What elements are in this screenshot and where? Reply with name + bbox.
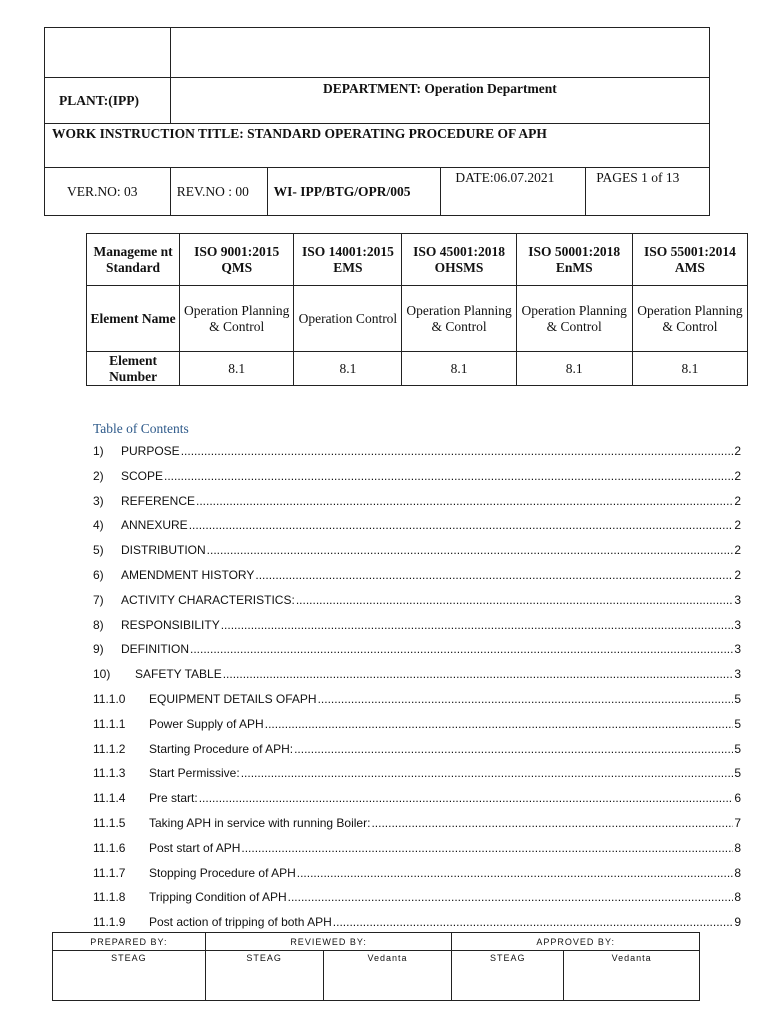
toc-entry-label: Tripping Condition of APH — [149, 890, 287, 904]
toc-entry[interactable] — [93, 465, 741, 483]
toc-dot-leader — [296, 593, 734, 607]
element-name-qms: Operation Planning & Control — [180, 286, 294, 352]
toc-dot-leader — [241, 841, 733, 855]
toc-entry[interactable] — [93, 539, 741, 557]
toc-entry-page: 5 — [734, 692, 741, 706]
revision-number: REV.NO : 00 — [176, 183, 249, 199]
toc-entry[interactable] — [93, 862, 741, 880]
toc-entry-number: 10) — [93, 667, 111, 681]
reviewed-by-org-vedanta: Vedanta — [323, 951, 452, 1001]
element-number-qms: 8.1 — [180, 352, 294, 386]
toc-entry-label: DISTRIBUTION — [121, 543, 206, 557]
element-name-ems: Operation Control — [294, 286, 402, 352]
version-cell — [45, 168, 171, 216]
toc-entry-number: 11.1.9 — [93, 915, 126, 929]
toc-dot-leader — [189, 518, 734, 532]
plant-cell — [45, 78, 171, 124]
toc-entry[interactable] — [93, 812, 741, 830]
standard-qms: ISO 9001:2015 QMS — [180, 234, 294, 286]
revision-cell — [170, 168, 267, 216]
toc-entry-number: 11.1.4 — [93, 791, 126, 805]
standard-ohsms: ISO 45001:2018 OHSMS — [402, 234, 516, 286]
toc-entry-number: 9) — [93, 642, 104, 656]
toc-entry-page: 8 — [734, 841, 741, 855]
toc-entry[interactable] — [93, 787, 741, 805]
toc-entry-number: 11.1.5 — [93, 816, 126, 830]
toc-entry-label: ACTIVITY CHARACTERISTICS: — [121, 593, 295, 607]
toc-entry-number: 5) — [93, 543, 104, 557]
toc-entry-page: 3 — [734, 593, 741, 607]
signature-table — [52, 932, 700, 1001]
toc-entry-label: Stopping Procedure of APH — [149, 866, 296, 880]
toc-entry-number: 4) — [93, 518, 104, 532]
standards-header-row — [87, 234, 748, 286]
reviewed-by-label: REVIEWED BY: — [205, 933, 452, 951]
toc-dot-leader — [223, 667, 734, 681]
element-number-row — [87, 352, 748, 386]
toc-entry-label: DEFINITION — [121, 642, 189, 656]
pages-cell — [586, 168, 710, 216]
date-cell — [441, 168, 586, 216]
toc-entry-number: 11.1.3 — [93, 766, 126, 780]
standard-ams: ISO 55001:2014 AMS — [632, 234, 747, 286]
toc-entry-page: 2 — [734, 543, 741, 557]
toc-dot-leader — [196, 494, 733, 508]
work-instruction-title: WORK INSTRUCTION TITLE: STANDARD OPERATING PROCEDURE OF APH — [52, 126, 547, 141]
toc-entry-label: REFERENCE — [121, 494, 196, 508]
toc-entry-page: 2 — [734, 444, 741, 458]
toc-entry[interactable] — [93, 638, 741, 656]
toc-entry[interactable] — [93, 589, 741, 607]
toc-dot-leader — [207, 543, 734, 557]
reviewed-by-org-steag: STEAG — [205, 951, 323, 1001]
toc-entry-label: SCOPE — [121, 469, 164, 483]
document-number: WI- IPP/BTG/OPR/005 — [273, 183, 411, 199]
department-cell — [170, 78, 709, 124]
toc-dot-leader — [241, 766, 734, 780]
row-label-element-number: Element Number — [87, 352, 180, 386]
toc-entry-label: Power Supply of APH — [149, 717, 264, 731]
toc-dot-leader — [288, 890, 734, 904]
toc-entry-label: Post action of tripping of both APH — [149, 915, 332, 929]
toc-entry[interactable] — [93, 837, 741, 855]
toc-entry-label: SAFETY TABLE — [135, 667, 222, 681]
standards-table — [86, 233, 748, 386]
toc-entry-page: 7 — [734, 816, 741, 830]
toc-entry-number: 3) — [93, 494, 104, 508]
toc-dot-leader — [318, 692, 734, 706]
version-number: VER.NO: 03 — [67, 183, 138, 199]
toc-dot-leader — [181, 444, 734, 458]
toc-entry-page: 8 — [734, 890, 741, 904]
toc-entry-number: 8) — [93, 618, 104, 632]
toc-entry-label: Taking APH in service with running Boiler: — [149, 816, 371, 830]
toc-entry-page: 3 — [734, 618, 741, 632]
toc-dot-leader — [221, 618, 734, 632]
standard-ems: ISO 14001:2015 EMS — [294, 234, 402, 286]
toc-entry-number: 11.1.2 — [93, 742, 126, 756]
toc-entry-label: PURPOSE — [121, 444, 180, 458]
element-name-row — [87, 286, 748, 352]
element-name-enms: Operation Planning & Control — [516, 286, 632, 352]
toc-entry-label: AMENDMENT HISTORY — [121, 568, 255, 582]
toc-entry[interactable] — [93, 514, 741, 532]
toc-dot-leader — [199, 791, 734, 805]
toc-entry-label: Post start of APH — [149, 841, 241, 855]
toc-entry-number: 11.1.6 — [93, 841, 126, 855]
toc-entry-page: 8 — [734, 866, 741, 880]
toc-entry-page: 2 — [734, 494, 741, 508]
toc-entry[interactable] — [93, 490, 741, 508]
toc-dot-leader — [265, 717, 734, 731]
toc-dot-leader — [297, 866, 734, 880]
toc-entry-number: 6) — [93, 568, 104, 582]
element-number-ohsms: 8.1 — [402, 352, 516, 386]
document-number-cell — [267, 168, 441, 216]
toc-entry-page: 6 — [734, 791, 741, 805]
approved-by-org-steag: STEAG — [452, 951, 564, 1001]
toc-title: Table of Contents — [93, 421, 189, 436]
row-label-element-name: Element Name — [87, 286, 180, 352]
toc-entry-number: 11.1.8 — [93, 890, 126, 904]
toc-entry-label: Starting Procedure of APH: — [149, 742, 294, 756]
toc-entry-label: RESPONSIBILITY — [121, 618, 220, 632]
standard-enms: ISO 50001:2018 EnMS — [516, 234, 632, 286]
document-header-table — [44, 27, 710, 216]
department-label: DEPARTMENT: — [323, 81, 422, 96]
logo-cell — [45, 28, 171, 78]
toc-entry[interactable] — [93, 614, 741, 632]
prepared-by-org: STEAG — [53, 951, 206, 1001]
toc-entry-page: 5 — [734, 742, 741, 756]
toc-entry-number: 1) — [93, 444, 104, 458]
toc-entry[interactable] — [93, 762, 741, 780]
department-value: Operation Department — [424, 81, 557, 96]
toc-entry-page: 5 — [734, 766, 741, 780]
element-number-ams: 8.1 — [632, 352, 747, 386]
plant-label: PLANT:(IPP) — [59, 92, 139, 108]
toc-entry-number: 7) — [93, 593, 104, 607]
toc-entry[interactable] — [93, 663, 741, 681]
prepared-by-label: PREPARED BY: — [53, 933, 206, 951]
toc-dot-leader — [371, 816, 733, 830]
row-label-management-standard: Manageme nt Standard — [87, 234, 180, 286]
toc-dot-leader — [164, 469, 733, 483]
toc-dot-leader — [333, 915, 734, 929]
toc-entry-page: 2 — [734, 518, 741, 532]
page-count: PAGES 1 of 13 — [596, 170, 680, 185]
element-number-enms: 8.1 — [516, 352, 632, 386]
toc-entry-number: 2) — [93, 469, 104, 483]
header-blank-cell — [170, 28, 709, 78]
toc-entry-number: 11.1.0 — [93, 692, 126, 706]
approved-by-label: APPROVED BY: — [452, 933, 700, 951]
toc-entry-number: 11.1.1 — [93, 717, 126, 731]
toc-entry-page: 2 — [734, 469, 741, 483]
toc-entry-label: ANNEXURE — [121, 518, 188, 532]
toc-entry-number: 11.1.7 — [93, 866, 126, 880]
toc-entry[interactable] — [93, 738, 741, 756]
toc-dot-leader — [294, 742, 733, 756]
toc-dot-leader — [190, 642, 733, 656]
toc-entry-page: 2 — [734, 568, 741, 582]
toc-entry-page: 9 — [734, 915, 741, 929]
toc-entry-page: 5 — [734, 717, 741, 731]
toc-dot-leader — [255, 568, 733, 582]
toc-entry[interactable] — [93, 564, 741, 582]
element-number-ems: 8.1 — [294, 352, 402, 386]
work-instruction-title-cell — [45, 124, 710, 168]
toc-entry[interactable] — [93, 886, 741, 904]
toc-entry-page: 3 — [734, 667, 741, 681]
toc-entry[interactable] — [93, 688, 741, 706]
element-name-ams: Operation Planning & Control — [632, 286, 747, 352]
toc-entry[interactable] — [93, 440, 741, 458]
toc-entry[interactable] — [93, 911, 741, 929]
element-name-ohsms: Operation Planning & Control — [402, 286, 516, 352]
toc-entry-page: 3 — [734, 642, 741, 656]
toc-entry-label: Pre start: — [149, 791, 198, 805]
document-date: DATE:06.07.2021 — [455, 170, 555, 185]
approved-by-org-vedanta: Vedanta — [564, 951, 700, 1001]
toc-entry[interactable] — [93, 713, 741, 731]
toc-entry-label: EQUIPMENT DETAILS OFAPH — [149, 692, 317, 706]
toc-entry-label: Start Permissive: — [149, 766, 240, 780]
